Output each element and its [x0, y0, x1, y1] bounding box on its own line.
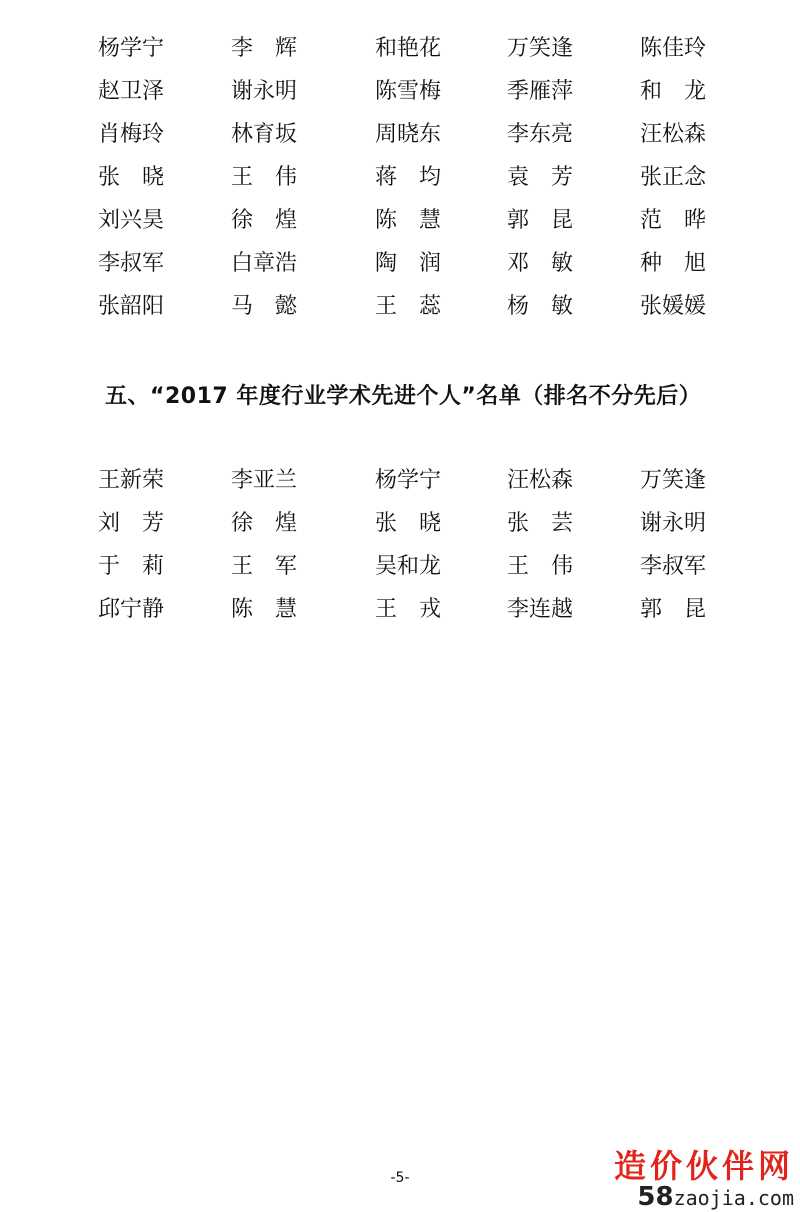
name-cell: 王新荣: [98, 468, 165, 493]
name-cell: 季雁萍: [507, 79, 574, 104]
name-cell: 王 戎: [375, 597, 442, 622]
name-row: [0, 509, 800, 552]
name-cell: 郭 昆: [640, 597, 707, 622]
name-cell: 徐 煌: [231, 208, 298, 233]
watermark-url: [614, 1184, 794, 1211]
site-watermark: [614, 1148, 794, 1211]
name-list-section-five: [0, 466, 800, 638]
name-list-previous-section: [0, 34, 800, 335]
name-cell: 李叔军: [98, 251, 165, 276]
name-cell: 种 旭: [640, 251, 707, 276]
name-row: [0, 34, 800, 77]
name-cell: 徐 煌: [231, 511, 298, 536]
watermark-url-prefix: 58: [637, 1182, 674, 1212]
name-cell: 袁 芳: [507, 165, 574, 190]
name-cell: 杨学宁: [375, 468, 442, 493]
name-cell: 陶 润: [375, 251, 442, 276]
name-cell: 杨学宁: [98, 36, 165, 61]
name-row: [0, 120, 800, 163]
name-row: [0, 466, 800, 509]
name-cell: 万笑逢: [507, 36, 574, 61]
name-cell: 李亚兰: [231, 468, 298, 493]
name-cell: 李 辉: [231, 36, 298, 61]
name-cell: 万笑逢: [640, 468, 707, 493]
name-cell: 刘 芳: [98, 511, 165, 536]
name-cell: 李叔军: [640, 554, 707, 579]
name-cell: 郭 昆: [507, 208, 574, 233]
name-cell: 谢永明: [640, 511, 707, 536]
name-cell: 赵卫泽: [98, 79, 165, 104]
name-cell: 杨 敏: [507, 294, 574, 319]
watermark-title: 造价伙伴网: [614, 1147, 795, 1185]
name-cell: 汪松森: [507, 468, 574, 493]
name-cell: 和艳花: [375, 36, 442, 61]
name-cell: 白章浩: [231, 251, 298, 276]
name-cell: 张 晓: [98, 165, 165, 190]
name-cell: 于 莉: [98, 554, 165, 579]
name-cell: 蒋 均: [375, 165, 442, 190]
name-cell: 王 军: [231, 554, 298, 579]
name-cell: 汪松森: [640, 122, 707, 147]
page-number: -5-: [390, 1170, 410, 1186]
name-cell: 邓 敏: [507, 251, 574, 276]
name-cell: 范 晔: [640, 208, 707, 233]
name-cell: 张 晓: [375, 511, 442, 536]
name-cell: 刘兴昊: [98, 208, 165, 233]
name-row: [0, 77, 800, 120]
name-row: [0, 595, 800, 638]
name-cell: 张韶阳: [98, 294, 165, 319]
name-cell: 谢永明: [231, 79, 298, 104]
name-cell: 陈 慧: [375, 208, 442, 233]
name-cell: 张媛媛: [640, 294, 707, 319]
name-row: [0, 163, 800, 206]
section-five-heading: 五、“2017 年度行业学术先进个人”名单（排名不分先后）: [105, 384, 702, 409]
name-cell: 吴和龙: [375, 554, 442, 579]
name-cell: 和 龙: [640, 79, 707, 104]
name-cell: 林育坂: [231, 122, 298, 147]
name-cell: 肖梅玲: [98, 122, 165, 147]
name-cell: 王 蕊: [375, 294, 442, 319]
name-cell: 周晓东: [375, 122, 442, 147]
name-cell: 陈佳玲: [640, 36, 707, 61]
name-row: [0, 292, 800, 335]
name-cell: 邱宁静: [98, 597, 165, 622]
name-cell: 王 伟: [507, 554, 574, 579]
name-cell: 张 芸: [507, 511, 574, 536]
name-cell: 张正念: [640, 165, 707, 190]
watermark-url-rest: zaojia.com: [673, 1186, 794, 1210]
name-row: [0, 552, 800, 595]
name-cell: 陈雪梅: [375, 79, 442, 104]
name-cell: 马 懿: [231, 294, 298, 319]
name-row: [0, 206, 800, 249]
name-cell: 李东亮: [507, 122, 574, 147]
name-cell: 王 伟: [231, 165, 298, 190]
name-cell: 李连越: [507, 597, 574, 622]
name-row: [0, 249, 800, 292]
name-cell: 陈 慧: [231, 597, 298, 622]
